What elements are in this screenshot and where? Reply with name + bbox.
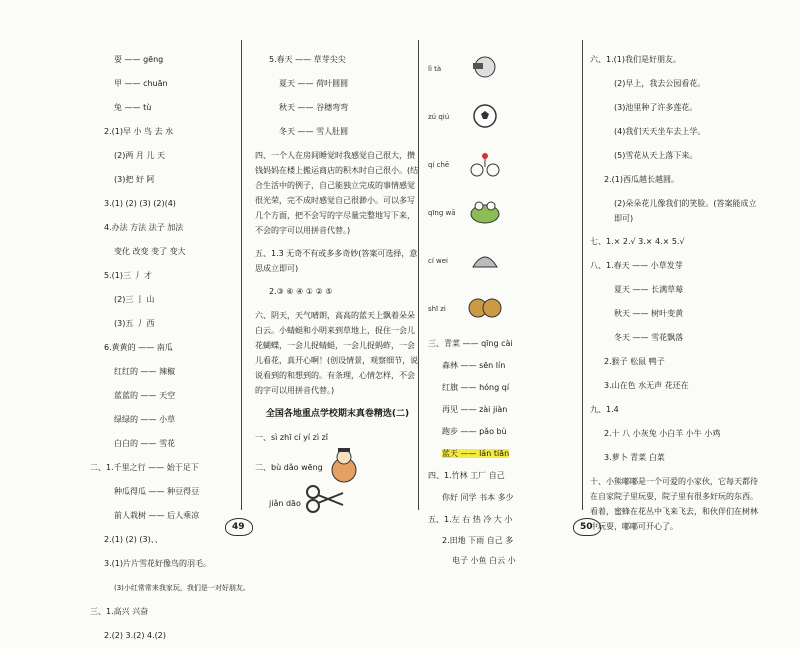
answer-line: 八、1.春天 —— 小草发芽 xyxy=(590,261,683,270)
answer-line: 跑步 —— pǎo bù xyxy=(442,427,507,436)
answer-line: 二、bù dǎo wēng xyxy=(255,463,323,472)
hairdryer-icon xyxy=(468,55,502,81)
scissors-illustration xyxy=(305,485,345,513)
answer-line: 秋天 —— 谷穗弯弯 xyxy=(279,103,349,112)
answer-line: jiǎn dāo xyxy=(269,499,301,508)
answer-line: 兔 —— tù xyxy=(114,103,152,112)
page-number-left: 49 xyxy=(232,522,245,532)
answer-line: 五、1.左 右 热 冷 大 小 xyxy=(428,515,513,524)
picture-pinyin-row: cí wei xyxy=(428,257,448,265)
picture-pinyin-row: shī zi xyxy=(428,305,446,313)
picture-pinyin-row: qīng wā xyxy=(428,209,456,217)
frog-icon xyxy=(468,199,502,225)
answer-paragraph: 四、一个人在房间睡觉时我感觉自己很大，攒钱妈妈在楼上搬运商店的积木时自己很小。(结合生活中的例子，自己能独立完成的事情感觉很光荣，完不成时感觉自己很渺小。可以多写几个方面，把不会写的字尽量完整地写下来，不会的字可以用拼音代替。) xyxy=(255,151,419,235)
center-divider-right xyxy=(582,40,583,510)
answer-line: 白白的 —— 雪花 xyxy=(114,439,176,448)
answer-line: 夏天 —— 长满草莓 xyxy=(614,285,684,294)
answer-paragraph: 十、小熊嘟嘟是一个可爱的小家伙，它每天都待在自家院子里玩耍，院子里有很多好玩的东西。看着，蜜蜂在花丛中飞来飞去，和伙伴们在树林中玩耍，嘟嘟可开心了。 xyxy=(590,477,758,531)
answer-line: 3.(1)片片雪花好像鸟的羽毛。 xyxy=(104,559,211,568)
answer-line: 2.十 八 小灰兔 小白羊 小牛 小鸡 xyxy=(604,429,721,438)
answer-line: 甲 —— chuān xyxy=(114,79,168,88)
answer-paragraph: (2)朵朵花儿像我们的笑脸。(答案能成立即可) xyxy=(614,199,757,223)
hedgehog-icon xyxy=(468,247,502,273)
answer-line: (3)小红常常来我家玩，我们是一对好朋友。 xyxy=(114,584,250,592)
highlighted-answer: 蓝天 —— lán tiān xyxy=(442,449,510,458)
picture-pinyin-row: qí chē xyxy=(428,161,450,169)
answer-column-3 xyxy=(428,45,578,571)
tumbler-toy-illustration xyxy=(330,448,358,484)
answer-line: 七、1.× 2.√ 3.× 4.× 5.√ xyxy=(590,237,685,246)
answer-line xyxy=(428,443,578,465)
answer-line: (3)池里种了许多莲花。 xyxy=(614,103,698,112)
answer-line: 3.山在色 水无声 花还在 xyxy=(604,381,689,390)
answer-line: 冬天 —— 雪花飘落 xyxy=(614,333,684,342)
answer-line: 6.黄黄的 —— 南瓜 xyxy=(104,343,173,352)
answer-line: 2.③ ⑥ ④ ① ② ⑤ xyxy=(269,287,333,296)
answer-line: 夏天 —— 荷叶圆圆 xyxy=(279,79,349,88)
answer-line: 种瓜得瓜 —— 种豆得豆 xyxy=(114,487,200,496)
answer-line: 三、1.高兴 兴奋 xyxy=(90,607,149,616)
picture-pinyin-row: zú qiú xyxy=(428,113,450,121)
answer-line: 三、青菜 —— qīng cài xyxy=(428,339,513,348)
center-divider-left xyxy=(241,40,242,510)
answer-line: 4.办法 方法 法子 加法 xyxy=(104,223,184,232)
answer-line: 红旗 —— hóng qí xyxy=(442,383,510,392)
page-number-right: 50 xyxy=(580,522,593,532)
answer-line: 2.(1)西瓜越长越圆。 xyxy=(604,175,679,184)
football-icon xyxy=(468,103,502,129)
lion-dance-icon xyxy=(468,295,502,321)
answer-line: 二、1.千里之行 —— 始于足下 xyxy=(90,463,199,472)
answer-line: 前人栽树 —— 后人乘凉 xyxy=(114,511,200,520)
answer-line: 耍 —— gēng xyxy=(114,55,164,64)
answer-line: 2.(1) (2) (3)、、 xyxy=(104,535,163,544)
answer-line: 电子 小鱼 白云 小 xyxy=(452,556,516,565)
answer-line: 3.(1) (2) (3) (2)(4) xyxy=(104,199,176,208)
answer-line: 5.(1)三 丿 才 xyxy=(104,271,153,280)
answer-paragraph: 六、阴天，天气晴朗，高高的蓝天上飘着朵朵白云。小蜻蜓和小明来到草地上，捉住一会儿花蝴蝶，一会儿捉蜻蜓，一会儿捉蚂蚱，一会儿看花，真开心啊！(创设情景，观察细节，说说看到的和想到的。有条理，心情怎样，不会的字可以用拼音代替。) xyxy=(255,311,419,395)
answer-line: 你好 同学 书本 多少 xyxy=(442,493,514,502)
answer-line: 2.(1)早 小 鸟 去 水 xyxy=(104,127,174,136)
answer-line: (2)早上，我去公园看花。 xyxy=(614,79,706,88)
answer-line: 5.春天 —— 草芽尖尖 xyxy=(269,55,346,64)
answer-column-4 xyxy=(590,48,760,538)
answer-line: 2.田地 下雨 自己 多 xyxy=(442,536,514,545)
answer-paragraph: 五、1.3 无奇不有或多多奇妙(答案可选择，意思成立即可) xyxy=(255,249,418,273)
answer-line: 绿绿的 —— 小草 xyxy=(114,415,176,424)
answer-line: (3)五 丿 西 xyxy=(114,319,155,328)
answer-line: 2.(2) 3.(2) 4.(2) xyxy=(104,631,166,640)
answer-line: 再见 —— zài jiàn xyxy=(442,405,508,414)
answer-line: (2)两 月 儿 天 xyxy=(114,151,165,160)
answer-line: 秋天 —— 树叶变黄 xyxy=(614,309,684,318)
answer-line: 九、1.4 xyxy=(590,405,619,414)
answer-line: 变化 改变 变了 变大 xyxy=(114,247,186,256)
answer-line: 2.猴子 松鼠 鸭子 xyxy=(604,357,665,366)
answer-line: (2)三 亅 山 xyxy=(114,295,155,304)
answer-line: 六、1.(1)我们是好朋友。 xyxy=(590,55,681,64)
answer-line: 四、1.竹林 工厂 自己 xyxy=(428,471,505,480)
answer-line: (3)把 好 阿 xyxy=(114,175,155,184)
answer-line: 3.萝卜 青菜 白菜 xyxy=(604,453,665,462)
picture-pinyin-row: lì tà xyxy=(428,65,442,73)
answer-line: 森林 —— sēn lín xyxy=(442,361,506,370)
answer-line: (4)我们天天坐车去上学。 xyxy=(614,127,706,136)
answer-line: 一、sì zhī cí yí zì zǐ xyxy=(255,433,329,442)
section-title: 全国各地重点学校期末真卷精选(二) xyxy=(265,409,410,419)
answer-line: (5)雪花从天上落下来。 xyxy=(614,151,698,160)
answer-line: 冬天 —— 雪人肚圆 xyxy=(279,127,349,136)
cyclist-icon xyxy=(468,151,502,177)
answer-line: 红红的 —— 辣椒 xyxy=(114,367,176,376)
answer-line: 蓝蓝的 —— 天空 xyxy=(114,391,176,400)
